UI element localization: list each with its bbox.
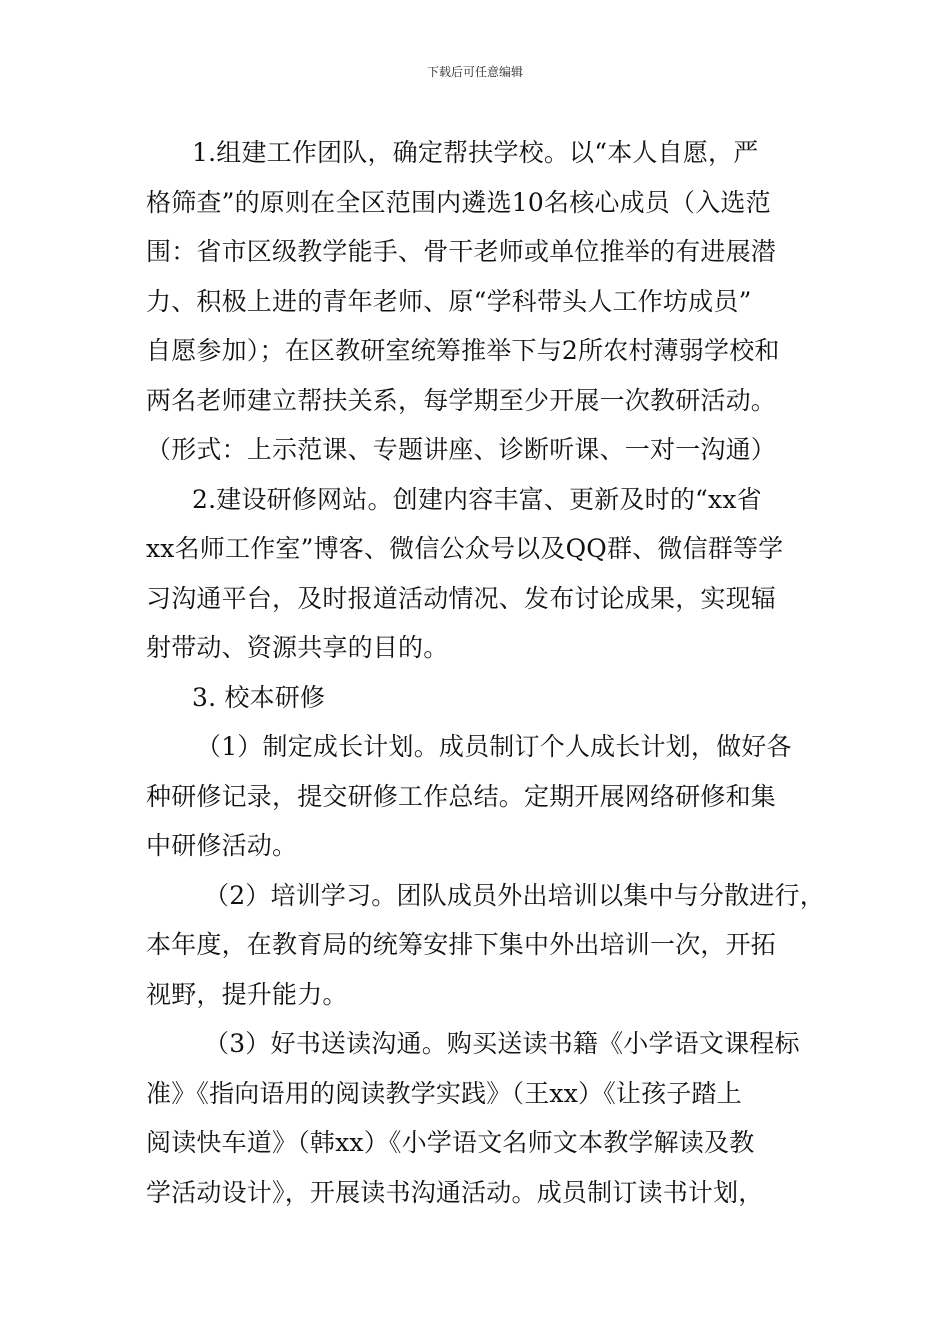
paragraph-line: 中研修活动。: [146, 831, 298, 860]
paragraph-line: 本年度，在教育局的统筹安排下集中外出培训一次，开拓: [146, 930, 777, 959]
paragraph-line: 力、积极上进的青年老师、原“学科带头人工作坊成员”: [146, 286, 752, 316]
paragraph-line: 射带动、资源共享的目的。: [146, 633, 449, 662]
paragraph-line: xx名师工作室”博客、微信公众号以及QQ群、微信群等学: [146, 534, 784, 563]
page-header: 下载后可任意编辑: [426, 65, 523, 79]
paragraph-line: 自愿参加）；在区教研室统筹推举下与2所农村薄弱学校和: [146, 336, 780, 365]
paragraph-line: 格筛查”的原则在全区范围内遴选10名核心成员（入选范: [146, 187, 771, 217]
paragraph-line: 阅读快车道》（韩xx）《小学语文名师文本教学解读及教: [146, 1128, 755, 1157]
paragraph-line: （3）好书送读沟通。购买送读书籍《小学语文课程标: [204, 1029, 800, 1058]
paragraph-line: 两名老师建立帮扶关系，每学期至少开展一次教研活动。: [146, 385, 777, 415]
document-body: [146, 128, 825, 1217]
paragraph-line: 2.建设研修网站。创建内容丰富、更新及时的“xx省: [192, 484, 762, 514]
paragraph-line: （2）培训学习。团队成员外出培训以集中与分散进行，: [204, 880, 825, 910]
paragraph-line: （形式：上示范课、专题讲座、诊断听课、一对一沟通）: [146, 435, 777, 464]
paragraph-line: 学活动设计》，开展读书沟通活动。成员制订读书计划，: [146, 1177, 764, 1207]
paragraph-line: 围：省市区级教学能手、骨干老师或单位推举的有进展潜: [146, 237, 777, 266]
section-heading: 3. 校本研修: [192, 682, 326, 712]
paragraph-line: 视野，提升能力。: [146, 979, 348, 1009]
paragraph-line: （1）制定成长计划。成员制订个人成长计划，做好各: [196, 732, 792, 761]
paragraph-line: 1.组建工作团队，确定帮扶学校。以“本人自愿，严: [192, 138, 759, 167]
paragraph-line: 习沟通平台，及时报道活动情况、发布讨论成果，实现辐: [146, 583, 777, 613]
paragraph-line: 准》《指向语用的阅读教学实践》（王xx）《让孩子踏上: [146, 1078, 742, 1108]
paragraph-line: 种研修记录，提交研修工作总结。定期开展网络研修和集: [146, 781, 777, 811]
